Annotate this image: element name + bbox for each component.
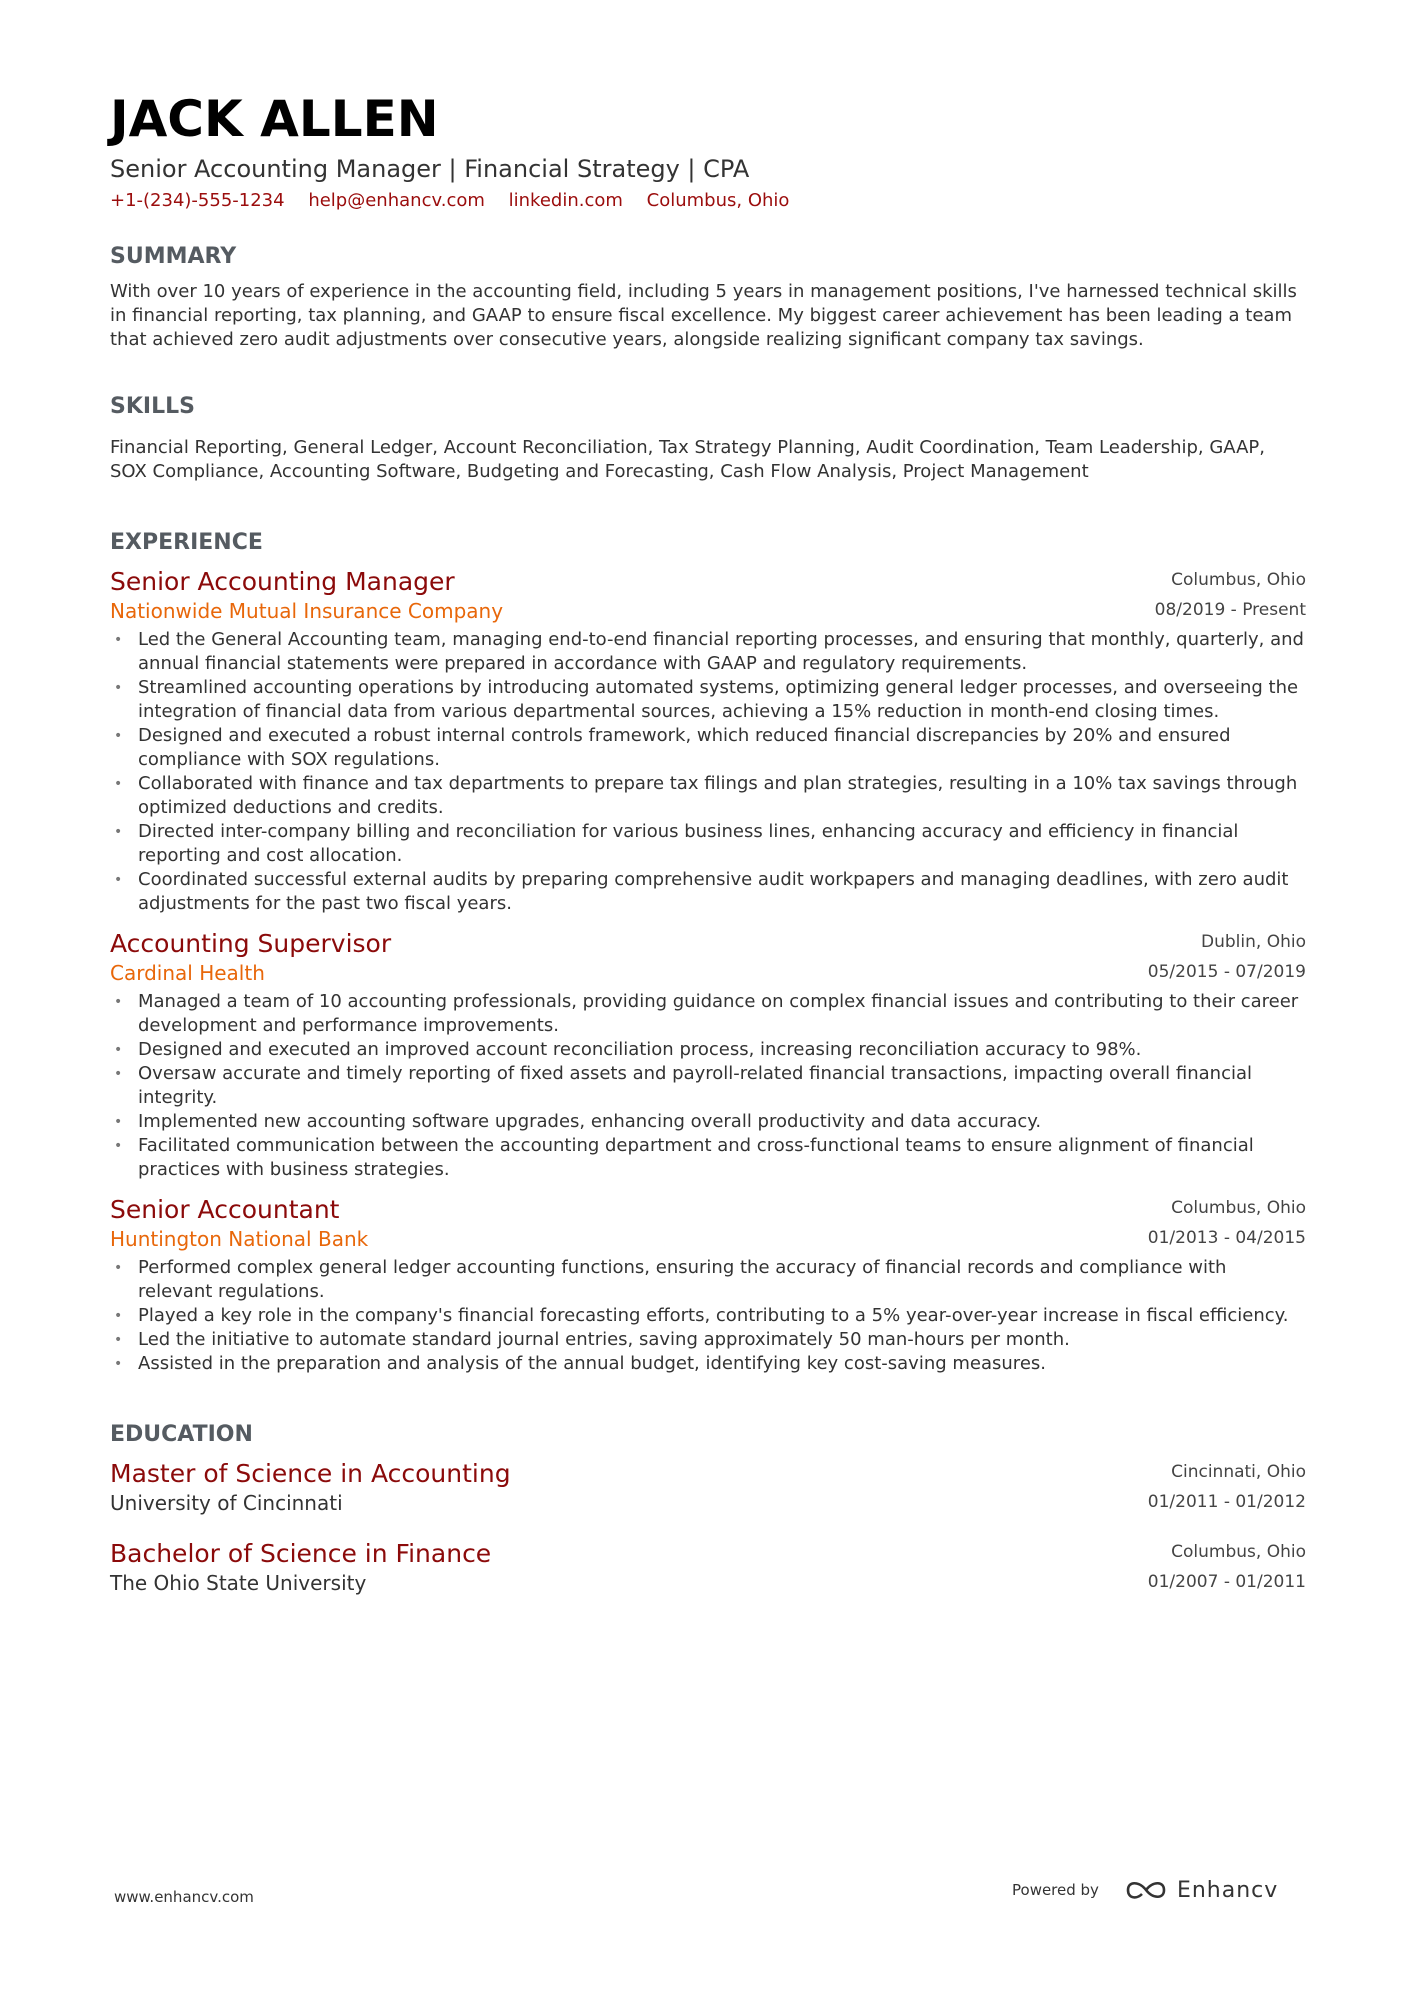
job-entry (110, 1194, 1306, 1376)
skills-heading: SKILLS (110, 394, 195, 419)
location: Columbus, Ohio (646, 190, 790, 211)
bullet-icon: • (114, 872, 123, 888)
list-item: • Assisted in the preparation and analysis of the annual budget, identifying key cost-saving measures. (114, 1353, 1046, 1374)
job-entry (110, 928, 1306, 1182)
job-title: Senior Accounting Manager (110, 567, 455, 596)
powered-by-label: Powered by (1012, 1881, 1099, 1899)
education-location: Columbus, Ohio (1171, 1542, 1306, 1562)
linkedin-link[interactable]: linkedin.com (508, 190, 623, 211)
company-name: Nationwide Mutual Insurance Company (110, 599, 504, 623)
resume-page (110, 90, 1306, 1600)
job-dates: 08/2019 - Present (1154, 600, 1306, 620)
list-item: • Led the General Accounting team, managing end-to-end financial reporting processes, and ensuring that monthly, quarterly, and annual financial statements were prepared in accordance with GAAP and regulatory requirements. (114, 629, 1304, 674)
bullet-icon: • (114, 1114, 123, 1130)
list-item: • Collaborated with finance and tax departments to prepare tax filings and plan strategies, resulting in a 10% tax savings through optimized deductions and credits. (114, 773, 1298, 818)
list-item: • Oversaw accurate and timely reporting of fixed assets and payroll-related financial transactions, impacting overall financial integrity. (114, 1063, 1253, 1108)
summary-section (110, 242, 1306, 352)
bullet-icon: • (114, 632, 123, 648)
bullet-icon: • (114, 1066, 123, 1082)
education-dates: 01/2011 - 01/2012 (1147, 1492, 1306, 1512)
education-dates: 01/2007 - 01/2011 (1147, 1572, 1306, 1592)
bullet-icon: • (114, 680, 123, 696)
bullet-icon: • (114, 1356, 123, 1372)
list-item: • Designed and executed an improved account reconciliation process, increasing reconciliation accuracy to 98%. (114, 1039, 1142, 1060)
job-location: Columbus, Ohio (1171, 1198, 1306, 1218)
enhancv-logo-icon (1125, 1875, 1167, 1905)
footer-branding (1012, 1875, 1278, 1905)
education-location: Cincinnati, Ohio (1171, 1462, 1306, 1482)
job-dates: 05/2015 - 07/2019 (1147, 962, 1306, 982)
list-item: • Coordinated successful external audits by preparing comprehensive audit workpapers and managing deadlines, with zero audit adjustments for the past two fiscal years. (114, 869, 1289, 914)
job-dates: 01/2013 - 04/2015 (1147, 1228, 1306, 1248)
bullet-icon: • (114, 776, 123, 792)
list-item: • Implemented new accounting software upgrades, enhancing overall productivity and data accuracy. (114, 1111, 1042, 1132)
job-title: Senior Accountant (110, 1195, 340, 1224)
degree-title: Master of Science in Accounting (110, 1459, 511, 1488)
list-item: • Played a key role in the company's financial forecasting efforts, contributing to a 5% year-over-year increase in fiscal efficiency. (114, 1305, 1289, 1326)
experience-heading: EXPERIENCE (110, 530, 263, 555)
bullet-icon: • (114, 1308, 123, 1324)
bullet-icon: • (114, 1042, 123, 1058)
summary-heading: SUMMARY (110, 244, 237, 269)
education-heading: EDUCATION (110, 1422, 253, 1447)
job-bullets (110, 628, 1306, 916)
list-item: • Performed complex general ledger accounting functions, ensuring the accuracy of financial records and compliance with relevant regulations. (114, 1257, 1227, 1302)
company-name: Huntington National Bank (110, 1227, 369, 1251)
school-name: University of Cincinnati (110, 1491, 343, 1515)
skills-section (110, 392, 1306, 484)
candidate-name: JACK ALLEN (110, 90, 439, 148)
school-name: The Ohio State University (110, 1571, 367, 1595)
list-item: • Directed inter-company billing and reconciliation for various business lines, enhancing accuracy and efficiency in financial reporting and cost allocation. (114, 821, 1239, 866)
list-item: • Streamlined accounting operations by introducing automated systems, optimizing general ledger processes, and overseeing the integration of financial data from various departmental sources, achieving a 15% reduction in month-end closing times. (114, 677, 1299, 722)
bullet-icon: • (114, 728, 123, 744)
job-entry (110, 566, 1306, 916)
footer-website[interactable]: www.enhancv.com (114, 1888, 254, 1906)
bullet-icon: • (114, 824, 123, 840)
experience-section (110, 528, 1306, 1376)
job-bullets (110, 1256, 1306, 1376)
summary-text: With over 10 years of experience in the accounting field, including 5 years in management positions, I've harnessed technical skills in financial reporting, tax planning, and GAAP to ensure fiscal excellence. My biggest career achievement has been leading a team that achieved zero audit adjustments over consecutive years, alongside realizing significant company tax savings. (110, 281, 1297, 350)
bullet-icon: • (114, 1138, 123, 1154)
job-location: Dublin, Ohio (1201, 932, 1306, 952)
list-item: • Facilitated communication between the accounting department and cross-functional teams to ensure alignment of financial practices with business strategies. (114, 1135, 1254, 1180)
brand-name: Enhancv (1176, 1877, 1279, 1903)
job-title: Accounting Supervisor (110, 929, 392, 958)
job-bullets (110, 990, 1306, 1182)
phone[interactable]: +1-(234)-555-1234 (110, 190, 285, 211)
bullet-icon: • (114, 1332, 123, 1348)
education-entry (110, 1538, 1306, 1600)
bullet-icon: • (114, 994, 123, 1010)
bullet-icon: • (114, 1260, 123, 1276)
education-entry (110, 1458, 1306, 1520)
candidate-title: Senior Accounting Manager | Financial Strategy | CPA (110, 155, 750, 183)
list-item: • Led the initiative to automate standard journal entries, saving approximately 50 man-hours per month. (114, 1329, 1070, 1350)
list-item: • Managed a team of 10 accounting professionals, providing guidance on complex financial issues and contributing to their career development and performance improvements. (114, 991, 1299, 1036)
company-name: Cardinal Health (110, 961, 265, 985)
education-section (110, 1420, 1306, 1600)
skills-text: Financial Reporting, General Ledger, Account Reconciliation, Tax Strategy Planning, Audit Coordination, Team Leadership, GAAP, SOX Compliance, Accounting Software, Budgeting and Forecasting, Cash Flow Analysis, Project Management (110, 437, 1266, 482)
job-location: Columbus, Ohio (1171, 570, 1306, 590)
degree-title: Bachelor of Science in Finance (110, 1539, 492, 1568)
contact-line (110, 188, 1306, 214)
list-item: • Designed and executed a robust internal controls framework, which reduced financial discrepancies by 20% and ensured compliance with SOX regulations. (114, 725, 1231, 770)
email[interactable]: help@enhancv.com (308, 190, 485, 211)
